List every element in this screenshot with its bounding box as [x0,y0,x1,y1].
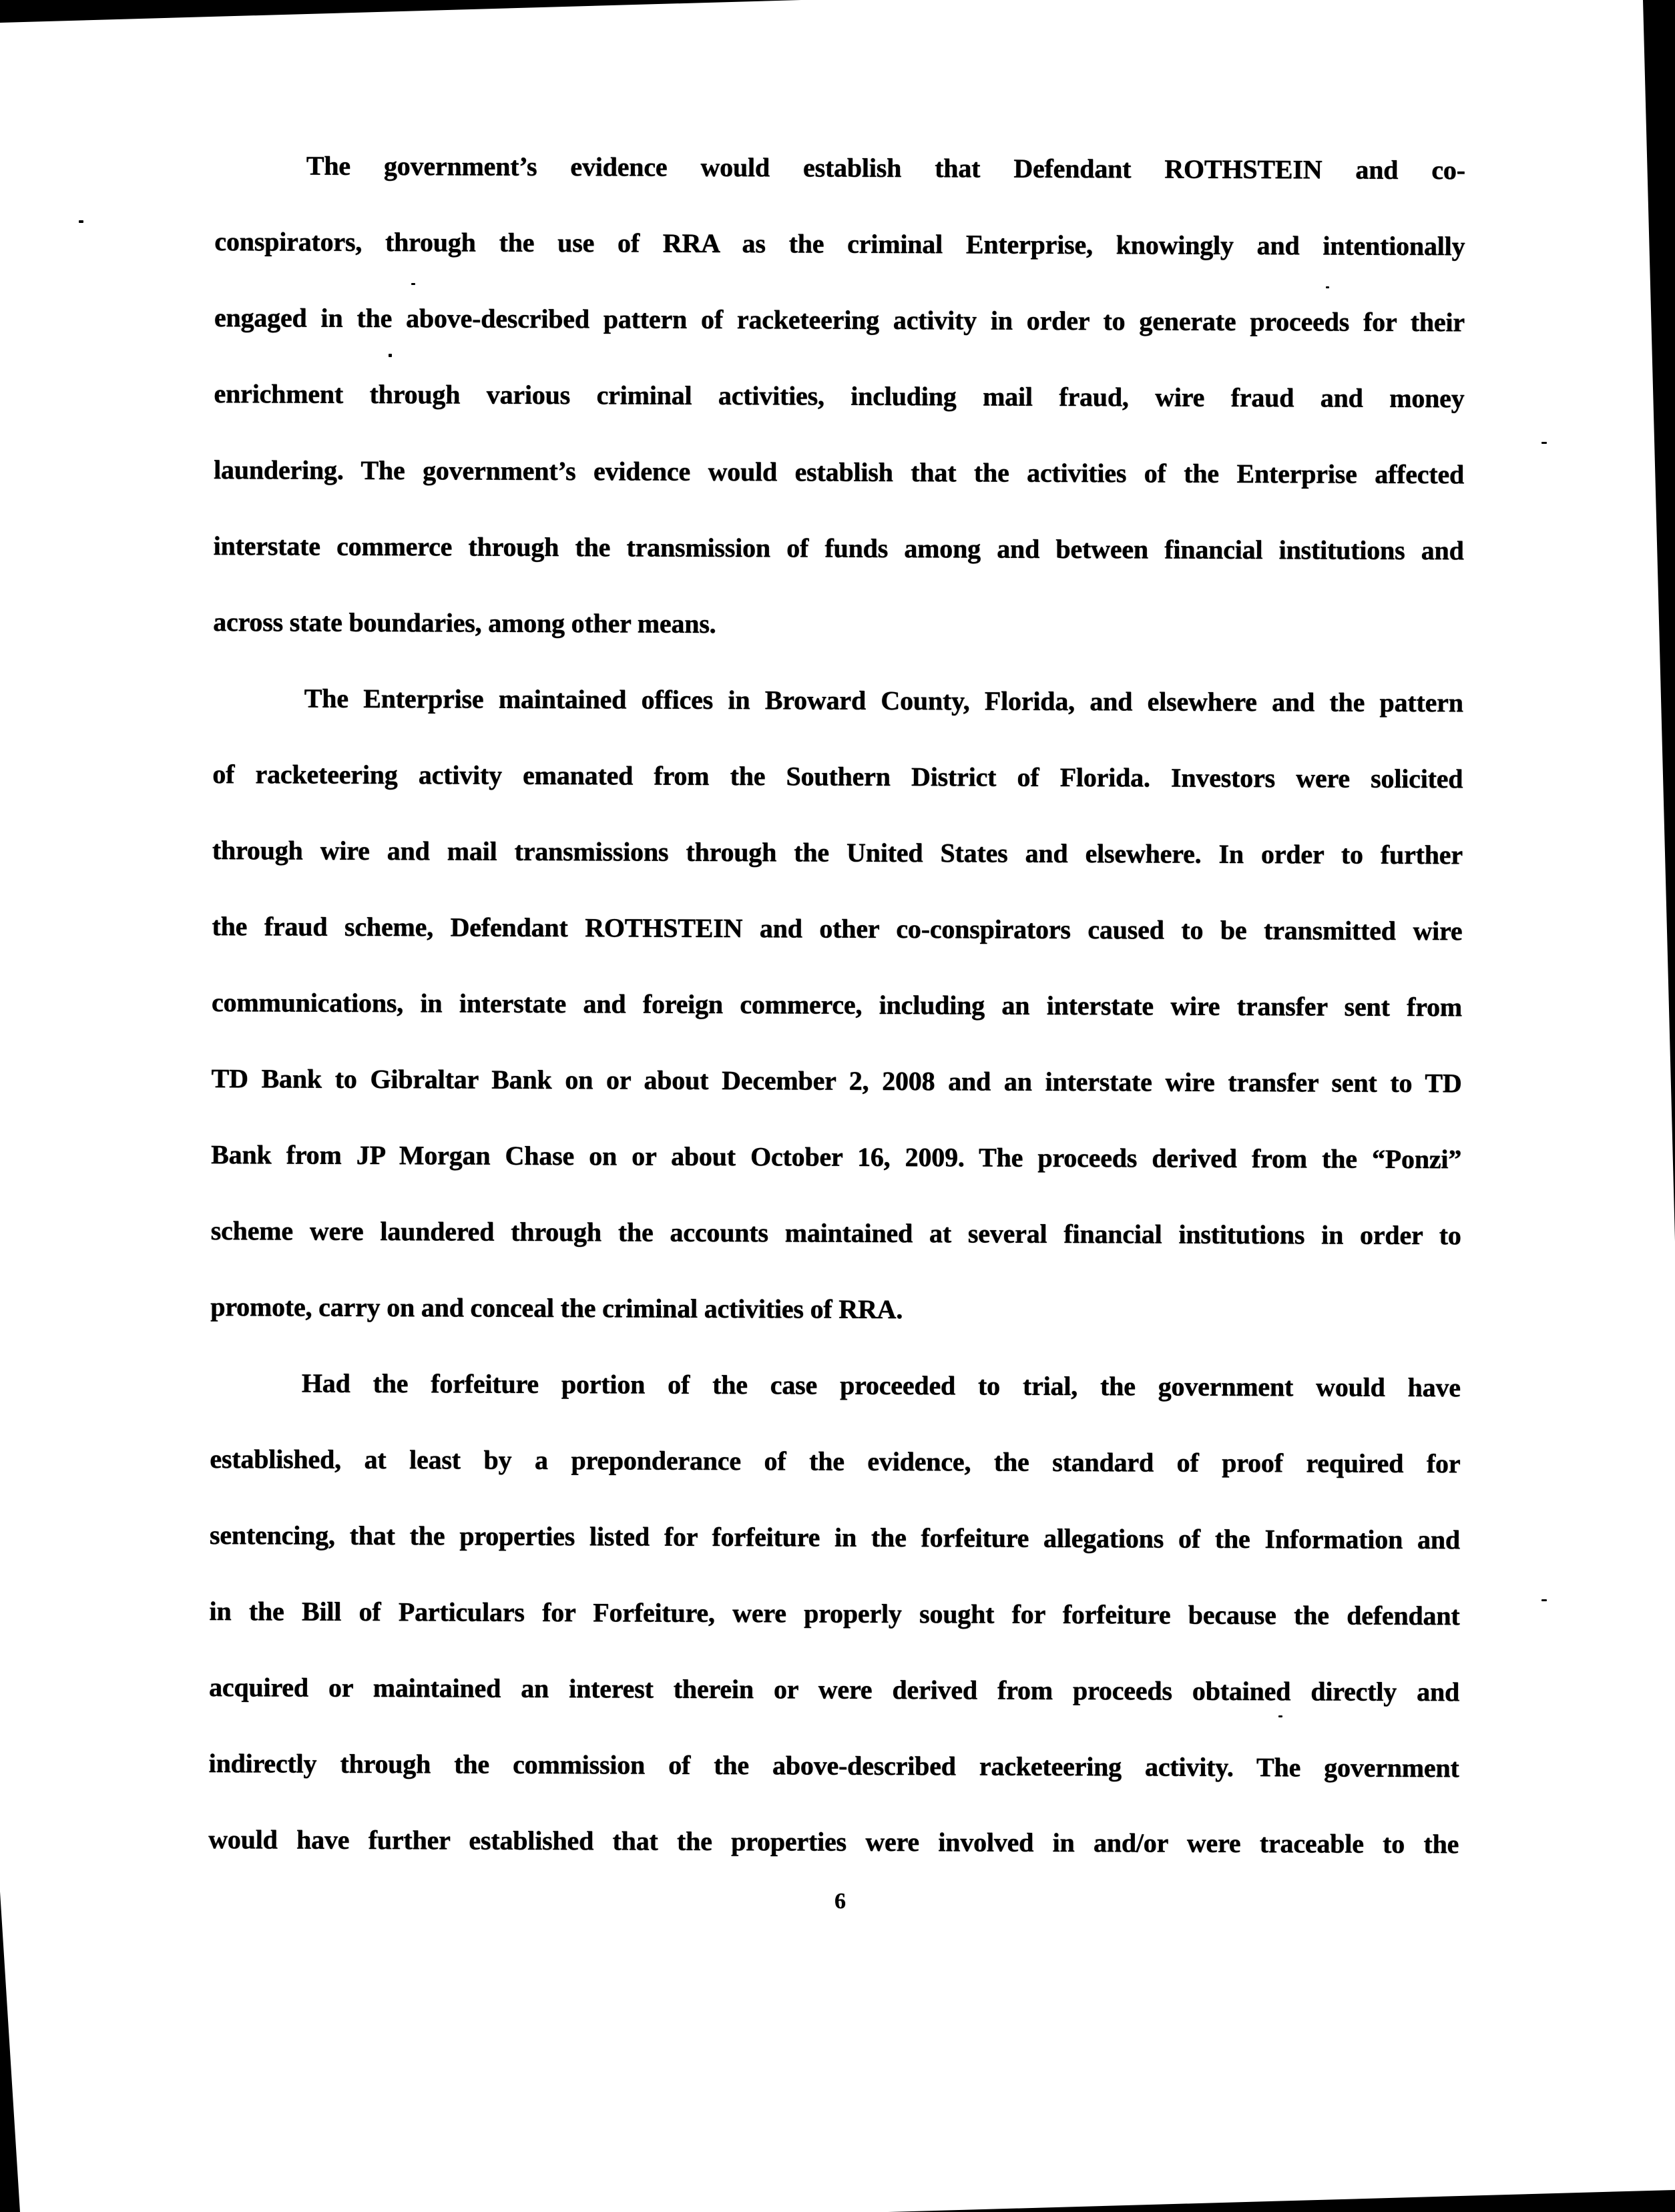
text-line: acquired or maintained an interest therein or were derived from proceeds obtained directly and [208,1671,1460,1707]
text-line: promote, carry on and conceal the criminal activities of RRA. [210,1291,903,1324]
text-line: enrichment through various criminal activities, including mail fraud, wire fraud and money [214,378,1465,414]
scan-speck [389,354,392,357]
text-line: conspirators, through the use of RRA as the criminal Enterprise, knowingly and intentionally [214,226,1465,262]
text-line: Had the forfeiture portion of the case proceeded to trial, the government would have [301,1368,1461,1403]
text-line: of racketeering activity emanated from the Southern District of Florida. Investors were solicited [212,758,1463,794]
document-text [208,127,1465,1882]
scan-edge-right-wedge [1642,0,1675,1248]
scan-speck [1326,286,1329,288]
text-line: engaged in the above-described pattern of racketeering activity in order to generate proceeds for their [214,302,1465,338]
text-line: established, at least by a preponderance of the evidence, the standard of proof required for [210,1443,1461,1479]
text-line: through wire and mail transmissions through the United States and elsewhere. In order to further [212,834,1463,870]
text-line: would have further established that the properties were involved in and/or were traceable to the [208,1824,1459,1860]
scan-speck [411,283,415,285]
text-line: across state boundaries, among other means. [213,606,716,639]
scan-edge-top-wedge [0,0,948,27]
scan-speck [1278,1715,1282,1717]
scan-edge-left-wedge [0,1892,24,2212]
page-number: 6 [834,1889,846,1914]
text-line: laundering. The government’s evidence would establish that the activities of the Enterprise affected [213,454,1465,490]
text-line: interstate commerce through the transmission of funds among and between financial institutions and [213,530,1464,566]
text-line: Bank from JP Morgan Chase on or about October 16, 2009. The proceeds derived from the “Ponzi” [211,1139,1462,1175]
text-line: indirectly through the commission of the above-described racketeering activity. The government [208,1747,1459,1783]
text-line: sentencing, that the properties listed for forfeiture in the forfeiture allegations of the Information and [209,1519,1460,1555]
scan-speck [79,220,83,223]
scan-speck [1541,1599,1547,1601]
text-line: scheme were laundered through the accounts maintained at several financial institutions in order to [210,1215,1461,1251]
text-line: the fraud scheme, Defendant ROTHSTEIN and other co-conspirators caused to be transmitted wire [212,910,1463,946]
text-line: The Enterprise maintained offices in Broward County, Florida, and elsewhere and the pattern [304,683,1463,718]
text-line: TD Bank to Gibraltar Bank on or about December 2, 2008 and an interstate wire transfer sent to TD [211,1063,1462,1099]
text-line: in the Bill of Particulars for Forfeiture, were properly sought for forfeiture because the defendant [209,1595,1460,1631]
scan-speck [1541,442,1547,444]
text-line: The government’s evidence would establish that Defendant ROTHSTEIN and co- [306,150,1465,186]
text-line: communications, in interstate and foreign commerce, including an interstate wire transfer sent from [211,987,1463,1023]
scan-edge-bottom-wedge [881,2185,1675,2212]
